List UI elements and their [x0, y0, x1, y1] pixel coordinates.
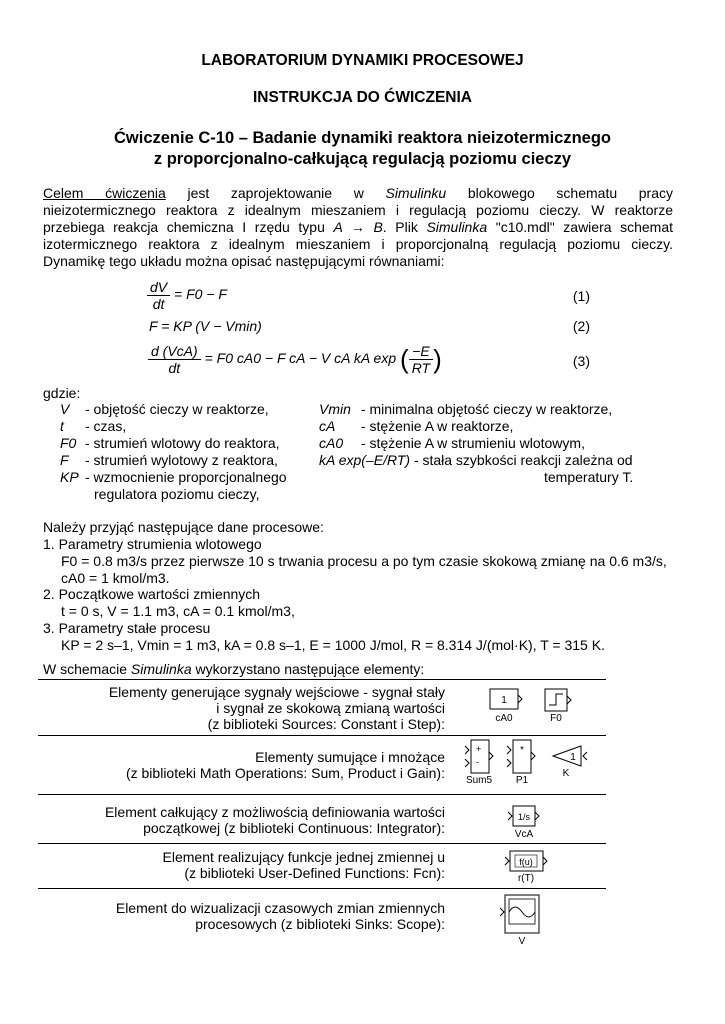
- table-row-2-text: [25, 749, 445, 781]
- step-block-icon: [545, 689, 571, 724]
- table-intro-simulinka: Simulinka: [130, 661, 192, 677]
- params-2-line: t = 0 s, V = 1.1 m3, cA = 0.1 kmol/m3,: [61, 603, 295, 619]
- intro-line-5: Dynamikę tego układu można opisać następującymi równaniami:: [43, 253, 445, 269]
- intro-text: "c10.mdl" zawiera schemat: [495, 219, 674, 235]
- symbol: Vmin: [319, 401, 351, 417]
- row-text-line: i sygnał ze skokową zmianą wartości: [216, 700, 445, 716]
- intro-simulink: Simulinku: [385, 185, 447, 201]
- params-intro: Należy przyjąć następujące dane procesowe:: [43, 519, 324, 535]
- description: - objętość cieczy w reaktorze,: [85, 401, 269, 417]
- intro-text: . Plik: [382, 219, 418, 235]
- intro-text: jest zaprojektowanie w: [187, 185, 364, 201]
- exercise-title: Ćwiczenie C-10 – Badanie dynamiki reaktora nieizotermicznego: [114, 129, 611, 147]
- row-text-line: (z biblioteki Math Operations: Sum, Product i Gain):: [125, 765, 445, 781]
- equation-3: $\frac{\text{d (VcA)}}{dt}$ = F0 cA0 − F cA − V cA kA exp ( $\frac{-E}{RT}$ ): [148, 343, 442, 376]
- table-row-5-text: [25, 900, 445, 932]
- where-label: gdzie:: [43, 385, 81, 401]
- intro-line-1: [43, 185, 673, 202]
- equation-2-number: (2): [572, 318, 590, 334]
- lab-title: LABORATORIUM DYNAMIKI PROCESOWEJ: [201, 52, 524, 69]
- sum-label: Sum5: [465, 775, 493, 786]
- gain-value: 1: [570, 752, 576, 763]
- row-text-line: Element realizujący funkcje jednej zmiennej u: [162, 849, 445, 865]
- where-right-item: [319, 418, 669, 435]
- product-block-icon: [507, 740, 535, 786]
- where-right-list: [319, 401, 669, 486]
- row-text-line: Elementy generujące sygnały wejściowe - sygnał stały: [108, 684, 445, 700]
- integrator-block-icon: [508, 806, 539, 840]
- product-label: P1: [515, 775, 529, 786]
- symbol: KP: [60, 469, 79, 485]
- table-intro-text: wykorzystano następujące elementy:: [195, 661, 425, 677]
- eq1-rhs: = F0 − F: [174, 286, 227, 303]
- eq3-exp-denominator: RT: [411, 360, 431, 376]
- description: - stężenie A w reaktorze,: [360, 418, 514, 434]
- intro-line-2: nieizotermicznego reaktora z idealnym mieszaniem i regulacją poziomu cieczy. W reaktorze: [43, 202, 673, 218]
- scope-label: V: [518, 936, 526, 947]
- table-intro-text: W schemacie: [43, 661, 128, 677]
- table-row-1-text: [25, 684, 445, 732]
- sum-block-icon: [465, 740, 493, 786]
- row-text-line: Element całkujący z możliwością definiowania wartości: [104, 804, 445, 820]
- gain-label: K: [562, 768, 570, 779]
- description: - stała szybkości reakcji zależna od: [413, 452, 633, 468]
- description: - strumień wylotowy z reaktora,: [85, 452, 278, 468]
- intro-text: blokowego schematu pracy: [467, 185, 674, 201]
- symbol: V: [60, 401, 70, 417]
- where-left-item: [60, 418, 320, 435]
- where-left-item: [60, 469, 320, 486]
- row-text-line: Elementy sumujące i mnożące: [255, 749, 445, 765]
- intro-text: przebiega reakcja chemiczna I rzędu typu: [43, 219, 325, 235]
- eq3-exp-numerator: −E: [409, 343, 433, 360]
- constant-label: cA0: [495, 713, 513, 724]
- exercise-subtitle: z proporcjonalno-całkującą regulacją poziomu cieczy: [153, 150, 572, 168]
- integrator-label: VcA: [514, 829, 534, 840]
- symbol: t: [60, 418, 64, 434]
- step-label: F0: [550, 713, 562, 724]
- constant-value: 1: [501, 695, 507, 706]
- equation-3-number: (3): [572, 353, 590, 369]
- where-right-continuation: temperatury T.: [544, 469, 634, 485]
- fcn-block-icon: [505, 851, 547, 884]
- where-right-item: [319, 435, 669, 452]
- equation-2: F = KP (V − Vmin): [149, 318, 262, 334]
- eq3-rhs: = F0 cA0 − F cA − V cA kA exp: [204, 350, 397, 367]
- params-3-title: 3. Parametry stałe procesu: [43, 620, 211, 636]
- eq1-denominator: dt: [152, 296, 165, 312]
- sum-minus-icon: -: [476, 757, 479, 767]
- row-text-line: Element do wizualizacji czasowych zmian zmiennych: [115, 900, 445, 916]
- reaction-formula: A → B: [333, 219, 383, 235]
- scope-block-icon: [500, 895, 539, 947]
- params-3-line: KP = 2 s–1, Vmin = 1 m3, kA = 0.8 s–1, E = 1000 J/mol, R = 8.314 J/(mol·K), T = 315 K.: [61, 637, 605, 653]
- intro-line-4: izotermicznego reaktora z idealnym mieszaniem i proporcjonalną regulacją poziomu cieczy.: [43, 236, 673, 252]
- where-left-item: [60, 401, 320, 418]
- where-right-item: [319, 452, 669, 469]
- where-left-item: [60, 435, 320, 452]
- row-text-line: procesowych (z biblioteki Sinks: Scope):: [195, 916, 445, 932]
- intro-line-3: [43, 219, 673, 236]
- table-row-4-text: [25, 849, 445, 881]
- row-text-line: (z biblioteki Sources: Constant i Step):: [207, 716, 445, 732]
- eq1-numerator: dV: [147, 279, 170, 296]
- where-left-continuation: regulatora poziomu cieczy,: [94, 486, 260, 502]
- instruction-title: INSTRUKCJA DO ĆWICZENIA: [252, 89, 472, 106]
- symbol: F: [60, 452, 69, 468]
- svg-text:*: *: [520, 745, 524, 756]
- equation-1-number: (1): [572, 288, 590, 304]
- where-right-item: [319, 401, 669, 418]
- symbol: F0: [60, 435, 77, 451]
- where-left-list: [60, 401, 320, 503]
- row-text-line: (z biblioteki User-Defined Functions: Fcn):: [184, 865, 445, 881]
- gain-block-icon: [553, 746, 587, 779]
- integrator-value: 1/s: [517, 812, 531, 822]
- params-1-title: 1. Parametry strumienia wlotowego: [43, 536, 262, 552]
- intro-simulinka: Simulinka: [426, 219, 488, 235]
- fcn-label: r(T): [517, 873, 535, 884]
- where-left-item: [60, 452, 320, 469]
- intro-underlined: Celem ćwiczenia: [43, 185, 166, 201]
- sum-plus-icon: +: [476, 744, 482, 754]
- description: - czas,: [85, 418, 127, 434]
- table-row-3-text: [25, 804, 445, 836]
- description: - stężenie A w strumieniu wlotowym,: [360, 435, 585, 451]
- eq3-denominator: dt: [168, 360, 181, 376]
- simulink-blocks: [455, 680, 615, 950]
- eq3-numerator: d (VcA): [148, 343, 201, 360]
- description: - strumień wlotowy do reaktora,: [85, 435, 280, 451]
- params-1-line-1: F0 = 0.8 m3/s przez pierwsze 10 s trwania procesu a po tym czasie skokową zmianę na 0.6 m3/s,: [61, 553, 667, 569]
- row-text-line: początkowej (z biblioteki Continuous: Integrator):: [143, 820, 445, 836]
- symbol: cA: [319, 418, 336, 434]
- constant-block-icon: [490, 689, 522, 724]
- params-2-title: 2. Początkowe wartości zmiennych: [43, 586, 261, 602]
- params-1-line-2: cA0 = 1 kmol/m3.: [61, 570, 170, 586]
- table-intro: [43, 661, 424, 678]
- description: - minimalna objętość cieczy w reaktorze,: [360, 401, 613, 417]
- description: - wzmocnienie proporcjonalnego: [85, 469, 287, 485]
- symbol: kA exp(–E/RT): [319, 452, 411, 468]
- fcn-value: f(u): [519, 857, 533, 867]
- symbol: cA0: [319, 435, 344, 451]
- equation-1: [147, 279, 227, 312]
